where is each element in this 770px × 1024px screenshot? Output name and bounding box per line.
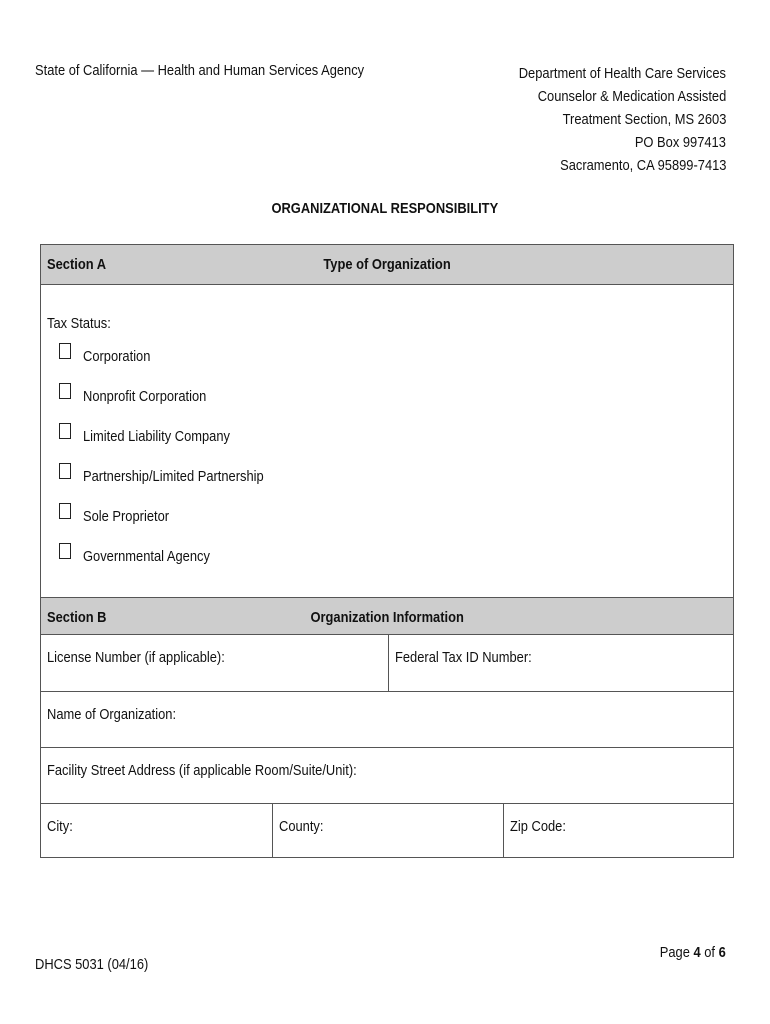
department-line: Treatment Section, MS 2603 xyxy=(562,111,726,128)
license-tax-row xyxy=(41,635,733,691)
tax-status-label: Tax Status: xyxy=(47,315,111,332)
facility-address-label: Facility Street Address (if applicable Room/Suite/Unit): xyxy=(47,762,357,779)
city-label: City: xyxy=(47,818,73,835)
option-label: Corporation xyxy=(83,348,151,365)
department-line: Department of Health Care Services xyxy=(518,65,726,82)
checkbox-nonprofit-corporation[interactable] xyxy=(59,383,71,399)
federal-tax-id-field[interactable] xyxy=(388,635,733,691)
county-field[interactable] xyxy=(272,804,503,857)
page-word: Page xyxy=(659,944,691,961)
department-line: Counselor & Medication Assisted xyxy=(537,88,726,105)
option-label: Limited Liability Company xyxy=(83,428,230,445)
license-number-label: License Number (if applicable): xyxy=(47,649,225,666)
section-a-header xyxy=(41,245,733,285)
zip-code-field[interactable] xyxy=(503,804,733,857)
section-a-title: Type of Organization xyxy=(323,256,451,273)
form-title: ORGANIZATIONAL RESPONSIBILITY xyxy=(271,200,499,217)
section-a-label: Section A xyxy=(47,256,107,273)
page-current: 4 xyxy=(693,944,701,961)
org-name-row xyxy=(41,691,733,747)
option-label: Sole Proprietor xyxy=(83,508,170,525)
city-county-zip-row xyxy=(41,803,733,857)
department-line: PO Box 997413 xyxy=(634,134,726,151)
checkbox-sole-proprietor[interactable] xyxy=(59,503,71,519)
license-number-field[interactable] xyxy=(41,635,388,691)
checkbox-llc[interactable] xyxy=(59,423,71,439)
option-label: Governmental Agency xyxy=(83,548,210,565)
page-of: of xyxy=(704,944,716,961)
page-indicator xyxy=(649,944,726,961)
section-b-label: Section B xyxy=(47,609,107,626)
option-label: Partnership/Limited Partnership xyxy=(83,468,264,485)
page-total: 6 xyxy=(718,944,726,961)
option-label: Nonprofit Corporation xyxy=(83,388,207,405)
form-table xyxy=(40,244,734,858)
zip-code-label: Zip Code: xyxy=(510,818,566,835)
checkbox-partnership[interactable] xyxy=(59,463,71,479)
county-label: County: xyxy=(279,818,324,835)
department-line: Sacramento, CA 95899-7413 xyxy=(559,157,726,174)
section-b-header xyxy=(41,597,733,635)
agency-name: State of California — Health and Human Services Agency xyxy=(35,62,365,79)
organization-name-field[interactable] xyxy=(41,692,733,747)
address-row xyxy=(41,747,733,803)
form-id: DHCS 5031 (04/16) xyxy=(35,956,149,973)
checkbox-corporation[interactable] xyxy=(59,343,71,359)
section-b-title: Organization Information xyxy=(310,609,464,626)
department-address-block xyxy=(485,62,726,177)
organization-name-label: Name of Organization: xyxy=(47,706,177,723)
federal-tax-id-label: Federal Tax ID Number: xyxy=(395,649,532,666)
city-field[interactable] xyxy=(41,804,272,857)
checkbox-governmental-agency[interactable] xyxy=(59,543,71,559)
facility-address-field[interactable] xyxy=(41,748,733,803)
